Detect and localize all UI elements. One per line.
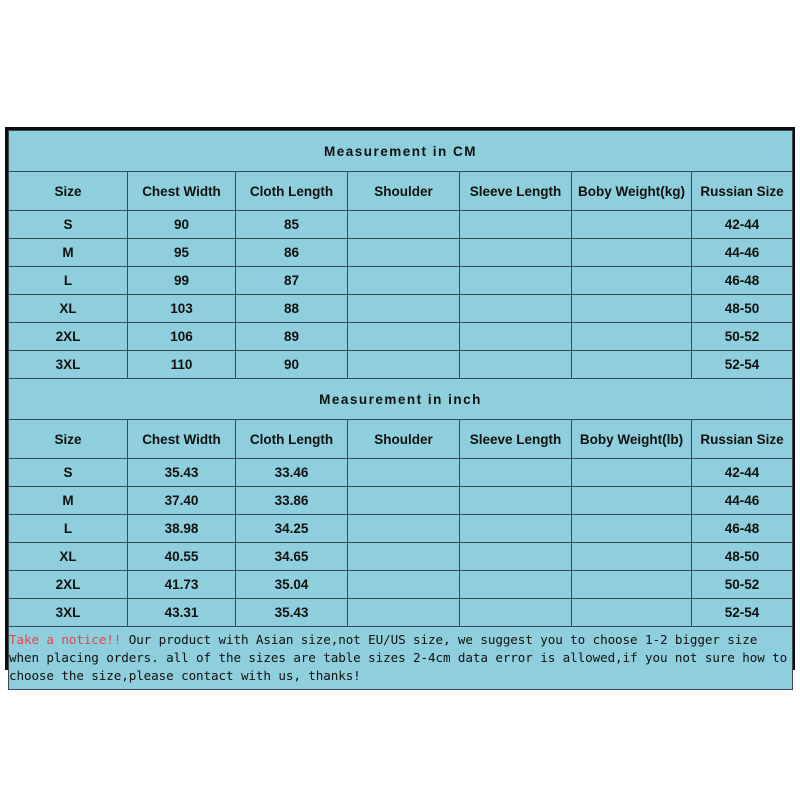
section-title: Measurement in CM bbox=[9, 131, 793, 172]
measurement-cell: 87 bbox=[236, 267, 348, 295]
size-label-cell: XL bbox=[9, 295, 128, 323]
measurement-cell bbox=[348, 211, 460, 239]
measurement-cell bbox=[460, 459, 572, 487]
size-chart-body bbox=[9, 131, 793, 690]
measurement-cell bbox=[348, 351, 460, 379]
measurement-cell: 52-54 bbox=[692, 599, 793, 627]
measurement-cell: 50-52 bbox=[692, 571, 793, 599]
table-row bbox=[9, 239, 793, 267]
size-label-cell: M bbox=[9, 239, 128, 267]
table-row bbox=[9, 599, 793, 627]
measurement-cell bbox=[348, 267, 460, 295]
measurement-cell bbox=[460, 599, 572, 627]
measurement-cell: 46-48 bbox=[692, 267, 793, 295]
measurement-cell bbox=[572, 351, 692, 379]
measurement-cell: 48-50 bbox=[692, 295, 793, 323]
measurement-cell bbox=[572, 571, 692, 599]
column-header: Boby Weight(lb) bbox=[572, 420, 692, 459]
table-row bbox=[9, 459, 793, 487]
table-row bbox=[9, 571, 793, 599]
column-header: Chest Width bbox=[128, 420, 236, 459]
size-label-cell: 3XL bbox=[9, 599, 128, 627]
column-header: Cloth Length bbox=[236, 172, 348, 211]
measurement-cell: 89 bbox=[236, 323, 348, 351]
measurement-cell: 85 bbox=[236, 211, 348, 239]
size-label-cell: 2XL bbox=[9, 323, 128, 351]
measurement-cell bbox=[348, 295, 460, 323]
section-title: Measurement in inch bbox=[9, 379, 793, 420]
table-row bbox=[9, 267, 793, 295]
measurement-cell: 43.31 bbox=[128, 599, 236, 627]
measurement-cell bbox=[460, 211, 572, 239]
measurement-cell bbox=[460, 543, 572, 571]
measurement-cell: 88 bbox=[236, 295, 348, 323]
notice-row bbox=[9, 627, 793, 690]
table-row bbox=[9, 323, 793, 351]
measurement-cell bbox=[572, 515, 692, 543]
size-label-cell: S bbox=[9, 459, 128, 487]
size-label-cell: 3XL bbox=[9, 351, 128, 379]
measurement-cell: 48-50 bbox=[692, 543, 793, 571]
measurement-cell bbox=[572, 295, 692, 323]
column-header: Sleeve Length bbox=[460, 172, 572, 211]
column-header: Sleeve Length bbox=[460, 420, 572, 459]
measurement-cell: 35.04 bbox=[236, 571, 348, 599]
measurement-cell bbox=[572, 459, 692, 487]
column-header: Cloth Length bbox=[236, 420, 348, 459]
measurement-cell bbox=[572, 599, 692, 627]
measurement-cell: 52-54 bbox=[692, 351, 793, 379]
measurement-cell bbox=[572, 267, 692, 295]
measurement-cell: 37.40 bbox=[128, 487, 236, 515]
measurement-cell: 42-44 bbox=[692, 459, 793, 487]
column-header-row bbox=[9, 420, 793, 459]
measurement-cell bbox=[460, 571, 572, 599]
table-row bbox=[9, 515, 793, 543]
measurement-cell bbox=[348, 515, 460, 543]
column-header-row bbox=[9, 172, 793, 211]
size-label-cell: L bbox=[9, 515, 128, 543]
measurement-cell: 34.25 bbox=[236, 515, 348, 543]
measurement-cell: 90 bbox=[236, 351, 348, 379]
column-header: Russian Size bbox=[692, 172, 793, 211]
measurement-cell: 50-52 bbox=[692, 323, 793, 351]
notice-highlight: Take a notice!! bbox=[9, 632, 122, 647]
size-chart-table bbox=[8, 130, 793, 690]
measurement-cell bbox=[348, 599, 460, 627]
measurement-cell bbox=[460, 351, 572, 379]
measurement-cell: 44-46 bbox=[692, 239, 793, 267]
measurement-cell: 90 bbox=[128, 211, 236, 239]
measurement-cell bbox=[348, 487, 460, 515]
measurement-cell bbox=[348, 323, 460, 351]
table-row bbox=[9, 211, 793, 239]
measurement-cell bbox=[460, 515, 572, 543]
size-label-cell: S bbox=[9, 211, 128, 239]
column-header: Chest Width bbox=[128, 172, 236, 211]
measurement-cell: 38.98 bbox=[128, 515, 236, 543]
size-label-cell: M bbox=[9, 487, 128, 515]
table-row bbox=[9, 487, 793, 515]
table-row bbox=[9, 351, 793, 379]
column-header: Russian Size bbox=[692, 420, 793, 459]
measurement-cell bbox=[460, 323, 572, 351]
measurement-cell: 46-48 bbox=[692, 515, 793, 543]
measurement-cell: 99 bbox=[128, 267, 236, 295]
measurement-cell bbox=[572, 211, 692, 239]
notice-text bbox=[9, 631, 792, 685]
section-title-row bbox=[9, 131, 793, 172]
measurement-cell: 35.43 bbox=[128, 459, 236, 487]
column-header: Size bbox=[9, 172, 128, 211]
measurement-cell bbox=[348, 459, 460, 487]
measurement-cell: 40.55 bbox=[128, 543, 236, 571]
measurement-cell bbox=[460, 267, 572, 295]
measurement-cell: 42-44 bbox=[692, 211, 793, 239]
size-label-cell: 2XL bbox=[9, 571, 128, 599]
table-row bbox=[9, 295, 793, 323]
measurement-cell bbox=[572, 239, 692, 267]
column-header: Shoulder bbox=[348, 420, 460, 459]
measurement-cell: 35.43 bbox=[236, 599, 348, 627]
size-label-cell: XL bbox=[9, 543, 128, 571]
section-title-row bbox=[9, 379, 793, 420]
measurement-cell: 44-46 bbox=[692, 487, 793, 515]
measurement-cell bbox=[460, 295, 572, 323]
measurement-cell: 95 bbox=[128, 239, 236, 267]
size-label-cell: L bbox=[9, 267, 128, 295]
measurement-cell bbox=[572, 487, 692, 515]
table-row bbox=[9, 543, 793, 571]
notice-body: Our product with Asian size,not EU/US size, we suggest you to choose 1-2 bigger size when placing orders. all of the sizes are table sizes 2-4cm data error is allowed,if you not sure how to choose the size,please contact with us, thanks! bbox=[9, 632, 788, 683]
measurement-cell bbox=[348, 543, 460, 571]
measurement-cell: 41.73 bbox=[128, 571, 236, 599]
measurement-cell: 33.86 bbox=[236, 487, 348, 515]
column-header: Boby Weight(kg) bbox=[572, 172, 692, 211]
column-header: Shoulder bbox=[348, 172, 460, 211]
measurement-cell: 34.65 bbox=[236, 543, 348, 571]
measurement-cell bbox=[572, 543, 692, 571]
measurement-cell bbox=[460, 239, 572, 267]
measurement-cell: 86 bbox=[236, 239, 348, 267]
notice-cell bbox=[9, 627, 793, 690]
measurement-cell: 110 bbox=[128, 351, 236, 379]
column-header: Size bbox=[9, 420, 128, 459]
measurement-cell: 33.46 bbox=[236, 459, 348, 487]
size-chart-table-frame bbox=[5, 127, 795, 683]
measurement-cell bbox=[348, 239, 460, 267]
measurement-cell bbox=[460, 487, 572, 515]
measurement-cell: 106 bbox=[128, 323, 236, 351]
measurement-cell bbox=[348, 571, 460, 599]
measurement-cell bbox=[572, 323, 692, 351]
measurement-cell: 103 bbox=[128, 295, 236, 323]
